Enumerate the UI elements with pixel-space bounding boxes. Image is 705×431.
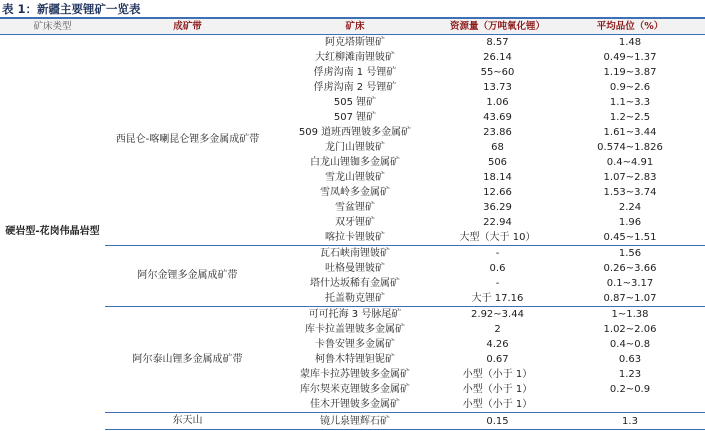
resource-cell: 小型（小于 1）: [462, 399, 533, 410]
deposit-cell: 瓦石峡南锂铍矿: [270, 246, 440, 262]
deposit-cell: 蒙库卡拉苏锂铍多金属矿: [300, 369, 410, 380]
resource-cell: 1.06: [486, 97, 509, 108]
deposit-cell: 佳木开锂铍多金属矿: [310, 399, 400, 410]
deposit-cell: 大红柳滩南锂铍矿: [315, 52, 395, 63]
resource-cell: -: [495, 278, 500, 289]
belt-cell: 西昆仑-喀喇昆仑锂多金属成矿带: [115, 134, 260, 145]
table-row: [0, 35, 705, 51]
header-row: [0, 19, 705, 35]
resource-cell: -: [440, 246, 555, 262]
header-deposit: 矿床: [270, 19, 440, 35]
header-resource: 资源量（万吨氧化锂）: [440, 19, 555, 35]
grade-cell: 0.9~2.6: [609, 82, 651, 93]
resource-cell: 0.15: [440, 413, 555, 430]
resource-cell: 12.66: [483, 187, 512, 198]
deposit-cell: 库尔契米克锂铍多金属矿: [300, 384, 410, 395]
grade-cell: 0.63: [618, 354, 642, 365]
resource-cell: 2: [494, 324, 501, 335]
deposit-cell: 阿克塔斯锂矿: [325, 37, 385, 48]
deposit-cell: 喀拉卡锂铍矿: [325, 232, 385, 243]
resource-cell: 68: [491, 142, 504, 153]
resource-cell: 26.14: [483, 52, 512, 63]
grade-cell: 1.96: [618, 217, 642, 228]
grade-cell: 0.1~3.17: [606, 278, 654, 289]
belt-cell: 东天山: [105, 413, 270, 430]
grade-cell: 0.574~1.826: [597, 142, 663, 153]
grade-cell: 1.2~2.5: [609, 112, 651, 123]
resource-cell: 0.67: [486, 354, 509, 365]
grade-cell: 0.4~0.8: [609, 339, 651, 350]
deposit-cell: 俘虏沟南 2 号锂矿: [313, 82, 397, 93]
lithium-deposits-table: [0, 19, 705, 430]
grade-cell: 0.4~4.91: [606, 157, 654, 168]
resource-cell: 2.92~3.44: [440, 307, 555, 323]
resource-cell: 8.57: [486, 37, 509, 48]
deposit-cell: 柯鲁木特锂钽铌矿: [315, 354, 395, 365]
grade-cell: [555, 397, 705, 413]
grade-cell: 0.45~1.51: [603, 232, 657, 243]
resource-cell: 大型（大于 10）: [459, 232, 536, 243]
grade-cell: 1.02~2.06: [603, 324, 657, 335]
grade-cell: 1.61~3.44: [603, 127, 657, 138]
grade-cell: 0.49~1.37: [603, 52, 657, 63]
deposit-cell: 库卡拉盖锂铍多金属矿: [305, 324, 405, 335]
header-belt: 成矿带: [105, 19, 270, 35]
deposit-cell: 托盖勒克锂矿: [325, 293, 385, 304]
deposit-cell: 雪凤岭多金属矿: [320, 187, 390, 198]
deposit-cell: 白龙山锂铷多金属矿: [310, 157, 400, 168]
deposit-cell: 龙门山锂铍矿: [325, 142, 385, 153]
grade-cell: 1.48: [618, 37, 642, 48]
resource-cell: 4.26: [486, 339, 509, 350]
grade-cell: 1~1.38: [555, 307, 705, 323]
resource-cell: 13.73: [483, 82, 512, 93]
grade-cell: 0.26~3.66: [603, 263, 657, 274]
resource-cell: 小型（小于 1）: [462, 369, 533, 380]
resource-cell: 43.69: [483, 112, 512, 123]
table-row: [0, 413, 705, 430]
grade-cell: 1.56: [555, 246, 705, 262]
resource-cell: 大于 17.16: [471, 293, 524, 304]
belt-cell: 阿尔泰山锂多金属成矿带: [105, 307, 270, 413]
grade-cell: 1.23: [618, 369, 642, 380]
deposit-cell: 509 道班西锂铍多金属矿: [298, 127, 412, 138]
deposit-cell: 镜儿泉锂辉石矿: [270, 413, 440, 430]
grade-cell: 0.87~1.07: [603, 293, 657, 304]
deposit-type-cell: 硬岩型-花岗伟晶岩型: [5, 226, 100, 238]
deposit-cell: 雪盆锂矿: [335, 202, 375, 213]
resource-cell: 22.94: [483, 217, 512, 228]
resource-cell: 506: [487, 157, 508, 168]
header-grade: 平均品位（%）: [555, 19, 705, 35]
grade-cell: 0.2~0.9: [609, 384, 651, 395]
deposit-cell: 吐格曼锂铍矿: [325, 263, 385, 274]
grade-cell: 2.24: [618, 202, 642, 213]
deposit-cell: 塔什达坂稀有金属矿: [310, 278, 400, 289]
deposit-cell: 可可托海 3 号脉尾矿: [270, 307, 440, 323]
grade-cell: 1.3: [555, 413, 705, 430]
deposit-cell: 卡鲁安锂多金属矿: [315, 339, 395, 350]
table-row: [0, 246, 705, 262]
resource-cell: 小型（小于 1）: [462, 384, 533, 395]
deposit-cell: 505 锂矿: [333, 97, 377, 108]
deposit-cell: 双牙锂矿: [335, 217, 375, 228]
grade-cell: 1.1~3.3: [609, 97, 651, 108]
deposit-cell: 俘虏沟南 1 号锂矿: [313, 67, 397, 78]
deposit-cell: 雪龙山锂铍矿: [325, 172, 385, 183]
belt-cell: 阿尔金锂多金属成矿带: [105, 246, 270, 307]
table-row: [0, 307, 705, 323]
grade-cell: 1.19~3.87: [603, 67, 657, 78]
grade-cell: 1.07~2.83: [603, 172, 657, 183]
resource-cell: 55~60: [480, 67, 515, 78]
grade-cell: 1.53~3.74: [603, 187, 657, 198]
header-deposit-type: 矿床类型: [0, 19, 105, 35]
resource-cell: 23.86: [483, 127, 512, 138]
table-title: 表 1：新疆主要锂矿一览表: [2, 2, 141, 16]
resource-cell: 0.6: [489, 263, 506, 274]
deposit-cell: 507 锂矿: [333, 112, 377, 123]
resource-cell: 36.29: [483, 202, 512, 213]
resource-cell: 18.14: [483, 172, 512, 183]
table-body: [0, 35, 705, 430]
